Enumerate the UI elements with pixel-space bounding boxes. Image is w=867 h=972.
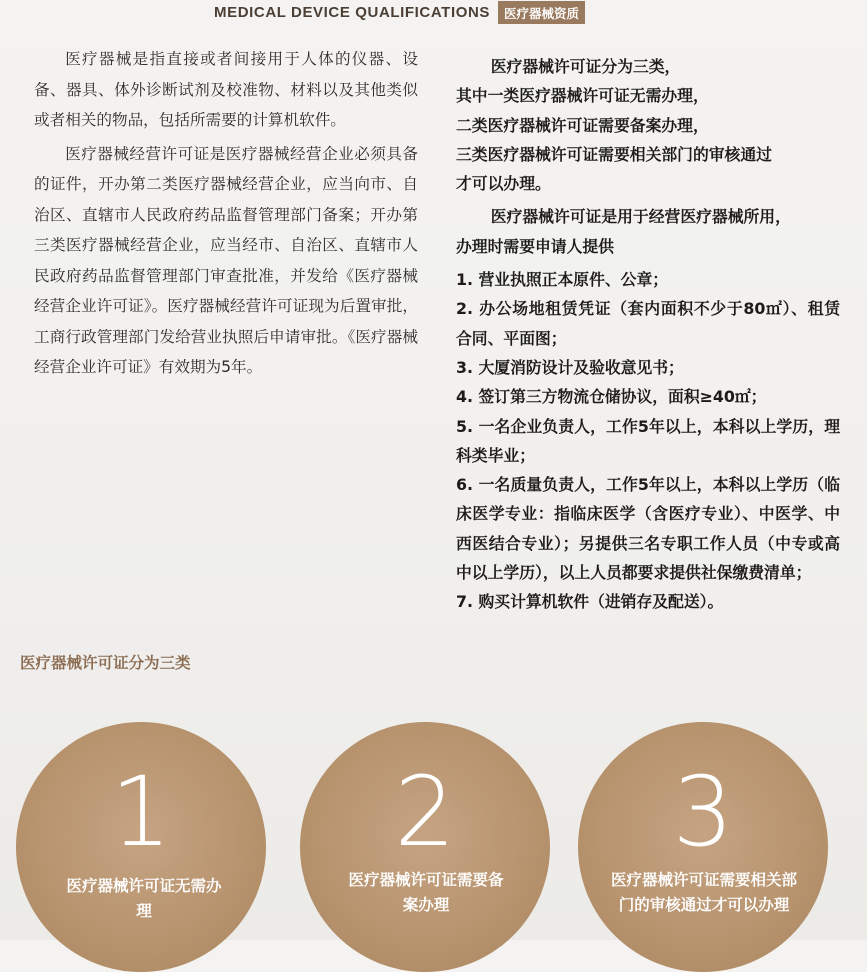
intro-line: 三类医疗器械许可证需要相关部门的审核通过 bbox=[456, 144, 772, 164]
requirement-item: 7. 购买计算机软件（进销存及配送）。 bbox=[456, 592, 724, 612]
license-paragraph: 医疗器械经营许可证是医疗器械经营企业必须具备的证件，开办第二类医疗器械经营企业，应当向市、自治区、直辖市人民政府药品监督管理部门备案；开办第三类医疗器械经营企业，应当经市、自治区、直辖市人民政府药品监督管理部门审查批准，并发给《医疗器械经营企业许可证》。医疗器械经营许可证现为后置审批，工商行政管理部门发给营业执照后申请审批。《医疗器械经营企业许可证》有效期为5年。 bbox=[34, 144, 418, 376]
intro-column bbox=[34, 44, 418, 386]
category-number: 1 bbox=[110, 756, 172, 868]
page-header bbox=[214, 0, 585, 24]
category-label: 医疗器械许可证无需办理 bbox=[66, 877, 222, 920]
category-circle-3 bbox=[578, 722, 828, 972]
definition-paragraph: 医疗器械是指直接或者间接用于人体的仪器、设备、器具、体外诊断试剂及校准物、材料以及其他类似或者相关的物品，包括所需要的计算机软件。 bbox=[34, 50, 418, 129]
intro-line: 二类医疗器械许可证需要备案办理， bbox=[456, 115, 709, 135]
header-english-title: MEDICAL DEVICE QUALIFICATIONS bbox=[214, 3, 491, 21]
requirement-item: 5. 一名企业负责人，工作5年以上，本科以上学历，理科类毕业； bbox=[456, 416, 840, 465]
category-circle-2 bbox=[300, 722, 550, 972]
intro-line: 医疗器械许可证分为三类， bbox=[490, 57, 681, 76]
requirements-column bbox=[456, 52, 840, 617]
category-label: 医疗器械许可证需要备案办理 bbox=[348, 871, 504, 914]
category-number: 2 bbox=[394, 756, 456, 868]
intro-line: 才可以办理。 bbox=[456, 174, 551, 194]
purpose-line: 医疗器械许可证是用于经营医疗器械所用， bbox=[490, 207, 791, 227]
requirement-item: 1. 营业执照正本原件、公章； bbox=[456, 270, 669, 290]
purpose-line: 办理时需要申请人提供 bbox=[456, 236, 614, 256]
category-number: 3 bbox=[672, 756, 734, 868]
requirement-item: 2. 办公场地租赁凭证（套内面积不少于80㎡）、租赁合同、平面图； bbox=[456, 299, 840, 348]
requirement-item: 6. 一名质量负责人，工作5年以上，本科以上学历（临床医学专业：指临床医学（含医疗专业）、中医学、中西医结合专业）；另提供三名专职工作人员（中专或高中以上学历），以上人员都要求提供社保缴费清单； bbox=[456, 475, 840, 583]
header-chinese-badge: 医疗器械资质 bbox=[498, 1, 585, 24]
intro-line: 其中一类医疗器械许可证无需办理， bbox=[456, 86, 709, 106]
requirement-item: 3. 大厦消防设计及验收意见书； bbox=[456, 357, 684, 377]
category-label: 医疗器械许可证需要相关部门的审核通过才可以办理 bbox=[610, 871, 797, 914]
category-circle-1 bbox=[16, 722, 266, 972]
section-title: 医疗器械许可证分为三类 bbox=[20, 654, 191, 672]
requirement-item: 4. 签订第三方物流仓储协议，面积≥40㎡； bbox=[456, 387, 767, 407]
